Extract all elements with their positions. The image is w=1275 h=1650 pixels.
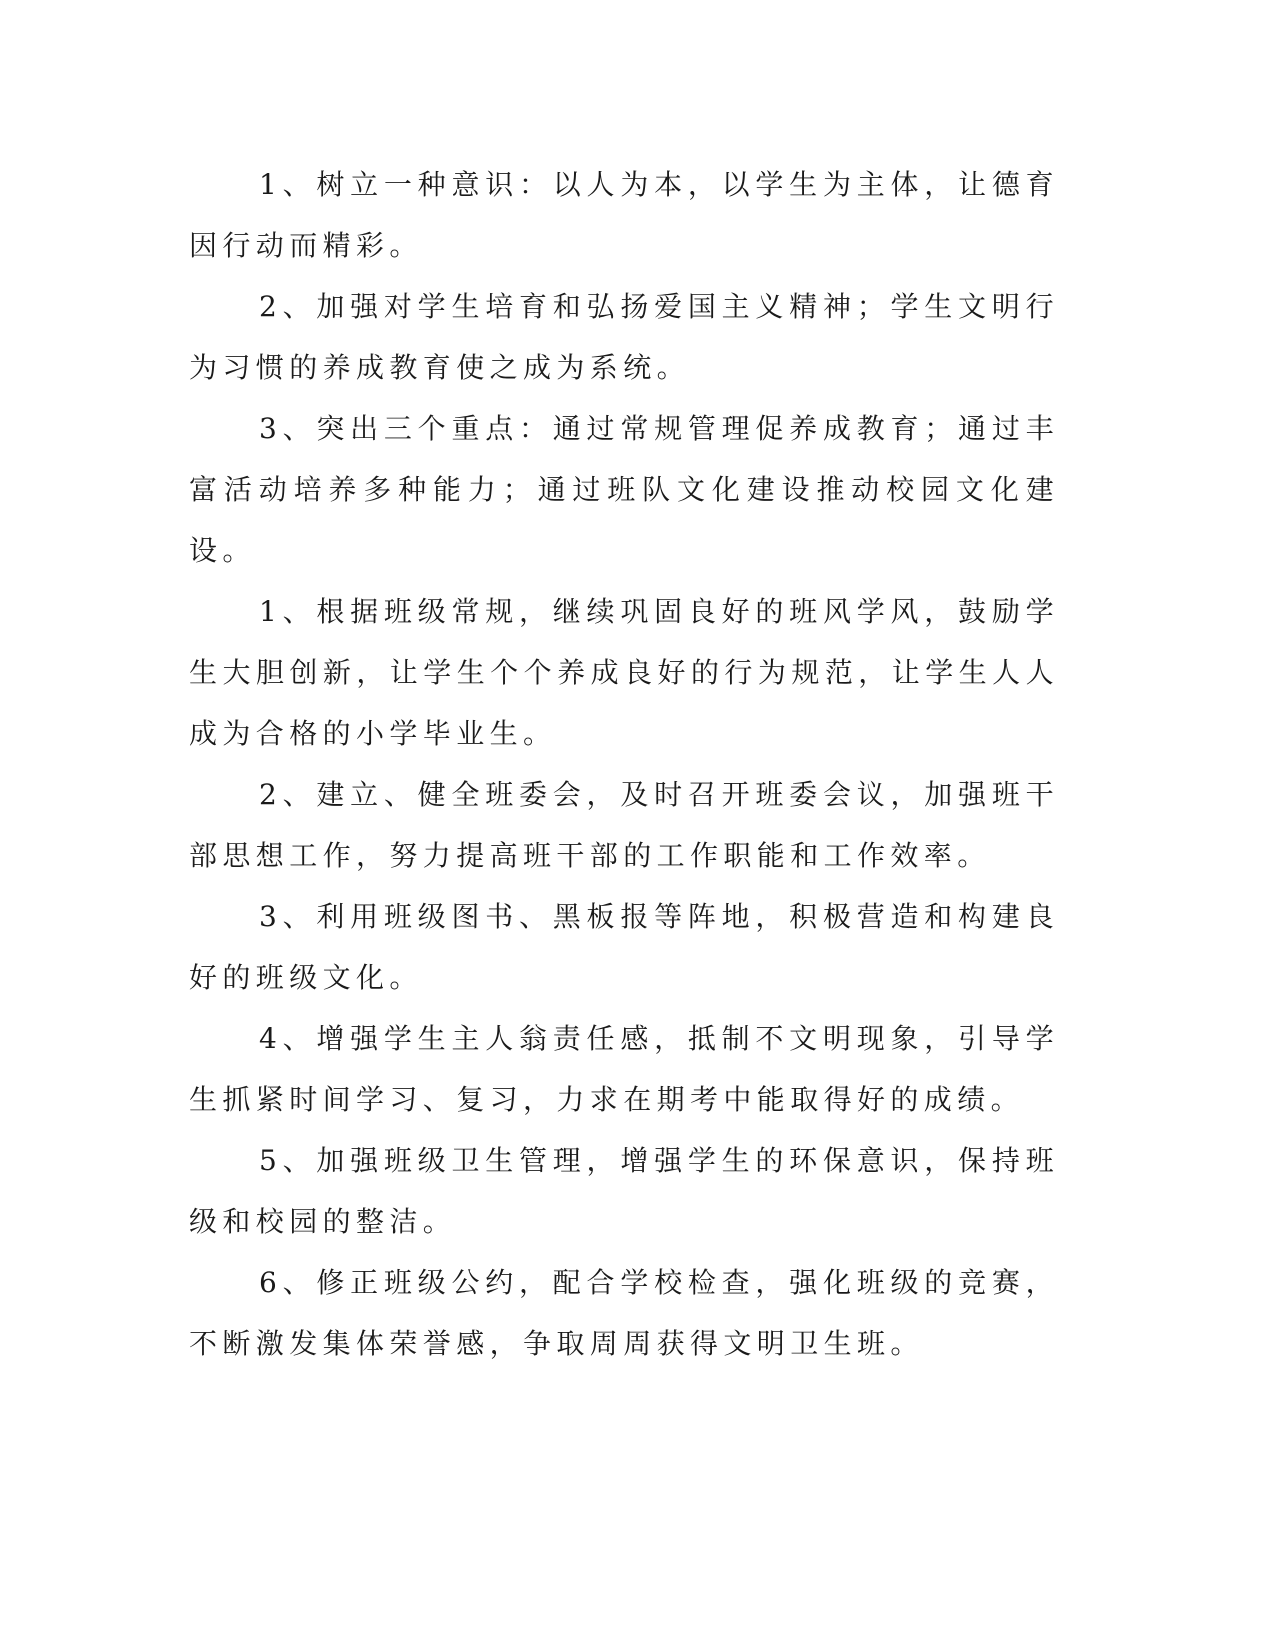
paragraph-9: 6、修正班级公约，配合学校检查，强化班级的竞赛，不断激发集体荣誉感，争取周周获得文明卫生班。 <box>189 1266 1059 1360</box>
paragraph-8: 5、加强班级卫生管理，增强学生的环保意识，保持班级和校园的整洁。 <box>189 1144 1059 1238</box>
paragraph-4: 1、根据班级常规，继续巩固良好的班风学风，鼓励学生大胆创新，让学生个个养成良好的行为规范，让学生人人成为合格的小学毕业生。 <box>189 595 1059 750</box>
paragraph-6: 3、利用班级图书、黑板报等阵地，积极营造和构建良好的班级文化。 <box>189 900 1059 994</box>
paragraph-5: 2、建立、健全班委会，及时召开班委会议，加强班干部思想工作，努力提高班干部的工作职能和工作效率。 <box>189 778 1059 872</box>
document-body <box>189 154 1059 1374</box>
paragraph-3: 3、突出三个重点：通过常规管理促养成教育；通过丰富活动培养多种能力；通过班队文化建设推动校园文化建设。 <box>189 412 1059 567</box>
paragraph-1: 1、树立一种意识：以人为本，以学生为主体，让德育因行动而精彩。 <box>189 168 1059 262</box>
paragraph-2: 2、加强对学生培育和弘扬爱国主义精神；学生文明行为习惯的养成教育使之成为系统。 <box>189 290 1059 384</box>
paragraph-7: 4、增强学生主人翁责任感，抵制不文明现象，引导学生抓紧时间学习、复习，力求在期考中能取得好的成绩。 <box>189 1022 1059 1116</box>
